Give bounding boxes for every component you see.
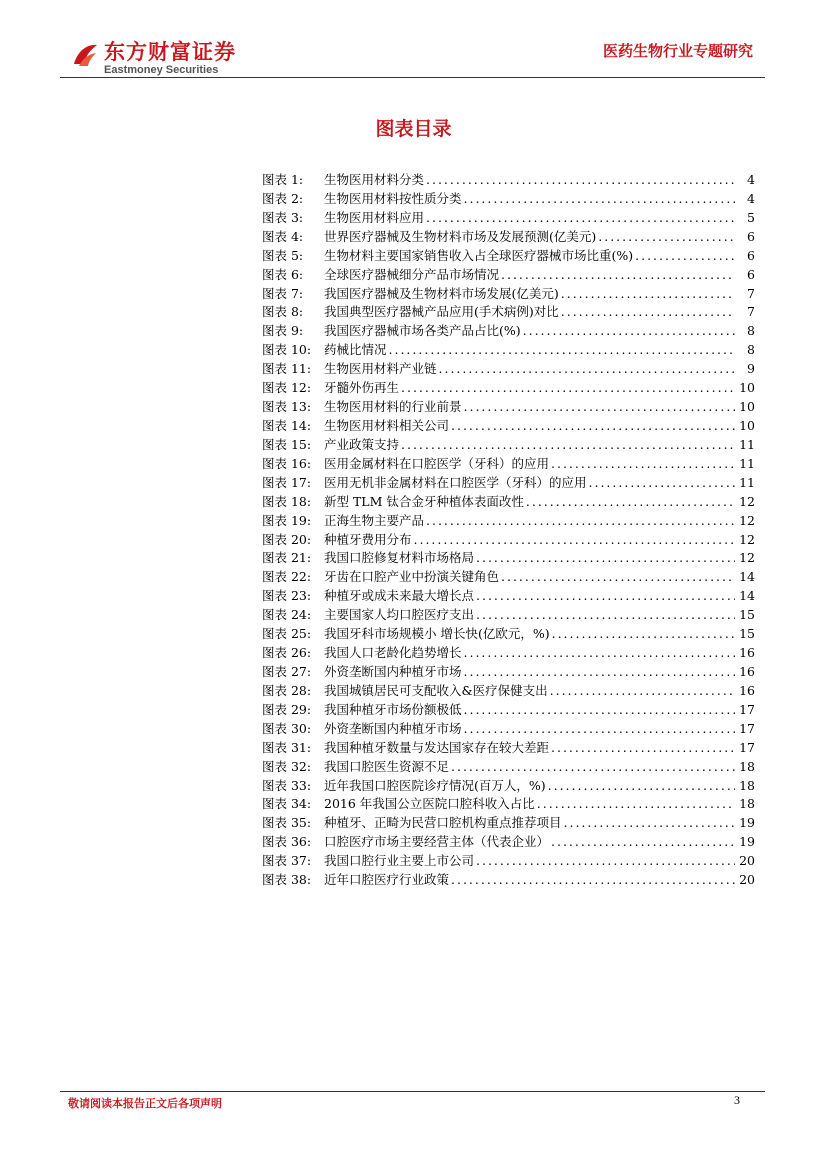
toc-entry[interactable]	[262, 549, 755, 568]
toc-entry-page: 19	[739, 815, 755, 831]
toc-entry-text: 生物医用材料应用	[324, 209, 425, 225]
toc-dot-leader	[474, 852, 735, 871]
toc-entry[interactable]	[262, 720, 755, 739]
toc-entry-label: 图表 35:	[262, 815, 312, 831]
toc-entry-text: 生物医用材料相关公司	[324, 417, 450, 433]
report-category-title: 医药生物行业专题研究	[602, 42, 753, 60]
toc-entry-text: 牙齿在口腔产业中扮演关键角色	[324, 569, 500, 585]
toc-dot-leader	[437, 360, 735, 379]
toc-entry[interactable]	[262, 303, 755, 322]
toc-entry-page: 14	[739, 588, 755, 604]
toc-entry-label: 图表 1:	[262, 172, 304, 187]
toc-entry[interactable]	[262, 493, 755, 512]
toc-entry-page: 11	[739, 436, 755, 452]
footer-divider	[60, 1091, 765, 1092]
toc-entry-label: 图表 18:	[262, 493, 312, 509]
toc-entry-text: 2016 年我国公立医院口腔科收入占比	[324, 796, 535, 812]
toc-entry-page: 16	[739, 682, 755, 698]
toc-entry-page: 14	[739, 569, 755, 585]
toc-entry-label: 图表 26:	[262, 645, 312, 661]
toc-entry-label: 图表 37:	[262, 853, 312, 869]
toc-entry-page: 12	[739, 550, 755, 566]
toc-entry-page: 6	[747, 228, 755, 244]
toc-entry-label: 图表 7:	[262, 285, 304, 301]
toc-entry-page: 20	[739, 872, 755, 888]
toc-entry-label: 图表 8:	[262, 304, 304, 320]
toc-entry-text: 正海生物主要产品	[324, 512, 425, 528]
toc-entry-label: 图表 19:	[262, 512, 312, 528]
toc-dot-leader	[474, 587, 735, 606]
toc-dot-leader	[462, 663, 735, 682]
toc-dot-leader	[499, 266, 735, 285]
toc-entry-label: 图表 12:	[262, 380, 312, 396]
toc-entry-label: 图表 9:	[262, 323, 304, 339]
toc-entry-text: 外资垄断国内种植牙市场	[324, 663, 462, 679]
toc-entry[interactable]	[262, 190, 755, 209]
toc-dot-leader	[462, 398, 735, 417]
toc-entry-page: 16	[739, 645, 755, 661]
toc-entry[interactable]	[262, 852, 755, 871]
toc-entry-label: 图表 31:	[262, 739, 312, 755]
toc-title: 图表目录	[375, 118, 452, 140]
toc-entry-page: 7	[747, 304, 755, 320]
toc-entry-label: 图表 30:	[262, 720, 312, 736]
toc-entry-text: 种植牙、正畸为民营口腔机构重点推荐项目	[324, 815, 562, 831]
toc-entry-label: 图表 14:	[262, 417, 312, 433]
toc-entry-page: 9	[747, 361, 755, 377]
toc-entry-label: 图表 10:	[262, 342, 312, 358]
toc-entry-page: 8	[747, 342, 755, 358]
toc-entry-label: 图表 3:	[262, 209, 304, 225]
toc-entry-text: 我国种植牙市场份额极低	[324, 701, 462, 717]
toc-entry-page: 20	[739, 853, 755, 869]
toc-entry-label: 图表 16:	[262, 455, 312, 471]
toc-dot-leader	[548, 682, 735, 701]
toc-entry-label: 图表 21:	[262, 550, 312, 566]
toc-entry-label: 图表 34:	[262, 796, 312, 812]
toc-entry-page: 18	[739, 796, 755, 812]
toc-entry-text: 生物医用材料的行业前景	[324, 399, 462, 415]
toc-entry[interactable]	[262, 606, 755, 625]
toc-entry-label: 图表 6:	[262, 266, 304, 282]
toc-entry-text: 我国医疗器械市场各类产品占比(%)	[324, 323, 521, 339]
toc-entry-text: 生物医用材料产业链	[324, 361, 437, 377]
company-logo	[70, 34, 270, 78]
toc-entry[interactable]	[262, 474, 755, 493]
toc-dot-leader	[549, 455, 735, 474]
toc-entry[interactable]	[262, 777, 755, 796]
toc-entry[interactable]	[262, 814, 755, 833]
toc-entry[interactable]	[262, 644, 755, 663]
toc-entry[interactable]	[262, 758, 755, 777]
toc-entry[interactable]	[262, 871, 755, 890]
toc-entry-page: 17	[739, 720, 755, 736]
toc-entry-text: 医用无机非金属材料在口腔医学（牙科）的应用	[324, 474, 587, 490]
toc-entry-page: 10	[739, 417, 755, 433]
toc-entry-page: 10	[739, 380, 755, 396]
toc-entry-label: 图表 17:	[262, 474, 312, 490]
toc-entry[interactable]	[262, 625, 755, 644]
toc-entry[interactable]	[262, 379, 755, 398]
header-divider	[60, 77, 765, 78]
toc-dot-leader	[499, 568, 735, 587]
toc-dot-leader	[562, 814, 735, 833]
toc-entry-text: 产业政策支持	[324, 436, 400, 452]
toc-dot-leader	[559, 285, 735, 304]
toc-entry[interactable]	[262, 663, 755, 682]
toc-entry[interactable]	[262, 568, 755, 587]
footer-disclaimer: 敬请阅读本报告正文后各项声明	[68, 1097, 222, 1110]
toc-dot-leader	[550, 625, 735, 644]
toc-entry-page: 18	[739, 758, 755, 774]
toc-entry-label: 图表 4:	[262, 228, 304, 244]
toc-entry-text: 外资垄断国内种植牙市场	[324, 720, 462, 736]
toc-entry-label: 图表 29:	[262, 701, 312, 717]
toc-entry[interactable]	[262, 285, 755, 304]
toc-entry-text: 我国医疗器械及生物材料市场发展(亿美元)	[324, 285, 559, 301]
toc-dot-leader	[587, 474, 735, 493]
toc-entry-page: 6	[747, 247, 755, 263]
toc-entry-text: 我国城镇居民可支配收入&医疗保健支出	[324, 682, 548, 698]
toc-entry[interactable]	[262, 209, 755, 228]
toc-entry-page: 10	[739, 399, 755, 415]
toc-dot-leader	[535, 795, 735, 814]
toc-entry-page: 17	[739, 701, 755, 717]
toc-dot-leader	[462, 644, 735, 663]
toc-entry[interactable]	[262, 322, 755, 341]
toc-entry-label: 图表 5:	[262, 247, 304, 263]
toc-dot-leader	[412, 531, 735, 550]
toc-entry-page: 15	[739, 607, 755, 623]
toc-entry-text: 我国口腔医生资源不足	[324, 758, 450, 774]
toc-entry-label: 图表 27:	[262, 663, 312, 679]
toc-entry-label: 图表 36:	[262, 834, 312, 850]
toc-entry-label: 图表 13:	[262, 399, 312, 415]
toc-entry[interactable]	[262, 512, 755, 531]
toc-dot-leader	[521, 322, 735, 341]
toc-entry-label: 图表 11:	[262, 361, 312, 377]
toc-dot-leader	[449, 758, 735, 777]
toc-entry-page: 12	[739, 531, 755, 547]
toc-entry-page: 19	[739, 834, 755, 850]
toc-dot-leader	[596, 228, 735, 247]
toc-entry-label: 图表 20:	[262, 531, 312, 547]
toc-dot-leader	[387, 341, 735, 360]
page-header	[60, 30, 765, 85]
toc-entry-label: 图表 28:	[262, 682, 312, 698]
toc-entry-text: 口腔医疗市场主要经营主体（代表企业）	[324, 834, 550, 850]
toc-dot-leader	[424, 209, 735, 228]
toc-entry-label: 图表 32:	[262, 758, 312, 774]
toc-dot-leader	[546, 777, 735, 796]
toc-entry-label: 图表 2:	[262, 190, 304, 206]
toc-dot-leader	[474, 606, 735, 625]
toc-entry-page: 11	[739, 455, 755, 471]
toc-entry-page: 8	[747, 323, 755, 339]
toc-entry[interactable]	[262, 455, 755, 474]
toc-entry[interactable]	[262, 417, 755, 436]
toc-entry[interactable]	[262, 587, 755, 606]
toc-entry-label: 图表 33:	[262, 777, 312, 793]
toc-entry-label: 图表 38:	[262, 872, 312, 888]
table-of-figures	[262, 171, 755, 890]
toc-dot-leader	[462, 190, 735, 209]
toc-entry-text: 近年口腔医疗行业政策	[324, 872, 450, 888]
toc-entry-text: 近年我国口腔医院诊疗情况(百万人，%)	[324, 777, 546, 793]
logo-english-name: Eastmoney Securities	[104, 64, 219, 76]
toc-dot-leader	[449, 871, 735, 890]
toc-entry-text: 种植牙或成未来最大增长点	[324, 588, 475, 604]
toc-dot-leader	[399, 379, 735, 398]
toc-dot-leader	[424, 171, 735, 190]
toc-entry-page: 7	[747, 285, 755, 301]
toc-dot-leader	[399, 436, 735, 455]
toc-entry[interactable]	[262, 833, 755, 852]
toc-entry-page: 15	[739, 626, 755, 642]
toc-entry-page: 18	[739, 777, 755, 793]
toc-dot-leader	[462, 701, 735, 720]
toc-entry[interactable]	[262, 682, 755, 701]
toc-entry-text: 医用金属材料在口腔医学（牙科）的应用	[324, 455, 550, 471]
toc-entry-label: 图表 22:	[262, 569, 312, 585]
toc-entry-text: 牙髓外伤再生	[324, 380, 400, 396]
toc-entry-text: 世界医疗器械及生物材料市场及发展预测(亿美元)	[324, 228, 597, 244]
toc-entry-text: 生物材料主要国家销售收入占全球医疗器械市场比重(%)	[324, 247, 634, 263]
toc-dot-leader	[449, 417, 735, 436]
toc-entry-label: 图表 24:	[262, 607, 312, 623]
toc-entry-text: 全球医疗器械细分产品市场情况	[324, 266, 500, 282]
toc-dot-leader	[559, 303, 735, 322]
toc-entry[interactable]	[262, 266, 755, 285]
page-number: 3	[734, 1093, 740, 1107]
toc-entry[interactable]	[262, 228, 755, 247]
toc-entry-page: 11	[739, 474, 755, 490]
toc-dot-leader	[424, 512, 735, 531]
toc-dot-leader	[474, 549, 735, 568]
toc-entry-page: 12	[739, 512, 755, 528]
toc-entry-text: 我国口腔修复材料市场格局	[324, 550, 475, 566]
toc-entry[interactable]	[262, 701, 755, 720]
toc-entry-text: 我国种植牙数量与发达国家存在较大差距	[324, 739, 550, 755]
toc-entry-page: 17	[739, 739, 755, 755]
toc-entry[interactable]	[262, 398, 755, 417]
toc-entry-text: 我国口腔行业主要上市公司	[324, 853, 475, 869]
toc-entry-text: 生物医用材料分类	[324, 172, 425, 187]
toc-entry[interactable]	[262, 739, 755, 758]
toc-entry-label: 图表 23:	[262, 588, 312, 604]
toc-entry[interactable]	[262, 247, 755, 266]
eastmoney-logo-icon	[70, 40, 100, 70]
toc-entry-text: 种植牙费用分布	[324, 531, 412, 547]
toc-entry-text: 药械比情况	[324, 342, 387, 358]
toc-entry-page: 4	[747, 190, 755, 206]
toc-entry-label: 图表 15:	[262, 436, 312, 452]
toc-entry-text: 生物医用材料按性质分类	[324, 190, 462, 206]
logo-chinese-name: 东方财富证券	[104, 40, 236, 64]
toc-entry-label: 图表 25:	[262, 626, 312, 642]
toc-dot-leader	[549, 739, 735, 758]
toc-entry[interactable]	[262, 531, 755, 550]
toc-entry-text: 我国典型医疗器械产品应用(手术病例)对比	[324, 304, 559, 320]
toc-entry[interactable]	[262, 171, 755, 190]
toc-entry[interactable]	[262, 360, 755, 379]
toc-dot-leader	[462, 720, 735, 739]
toc-entry-text: 我国牙科市场规模小 增长快(亿欧元，%)	[324, 626, 550, 642]
toc-entry-page: 12	[739, 493, 755, 509]
toc-entry[interactable]	[262, 795, 755, 814]
toc-dot-leader	[549, 833, 735, 852]
toc-entry-page: 4	[747, 172, 755, 187]
toc-entry-page: 6	[747, 266, 755, 282]
toc-entry-page: 5	[747, 209, 755, 225]
toc-entry-page: 16	[739, 663, 755, 679]
toc-entry-text: 我国人口老龄化趋势增长	[324, 645, 462, 661]
toc-entry-text: 主要国家人均口腔医疗支出	[324, 607, 475, 623]
toc-entry[interactable]	[262, 341, 755, 360]
toc-entry[interactable]	[262, 436, 755, 455]
toc-dot-leader	[524, 493, 735, 512]
toc-entry-text: 新型 TLM 钛合金牙种植体表面改性	[324, 493, 524, 509]
toc-dot-leader	[633, 247, 735, 266]
